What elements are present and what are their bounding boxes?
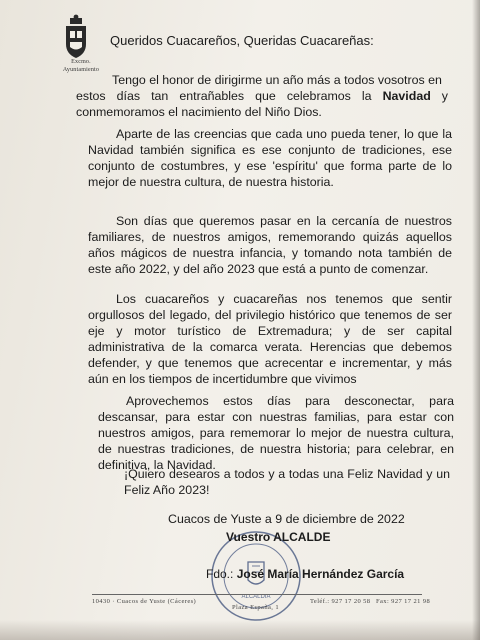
paragraph-1-first-line: Tengo el honor de dirigirme un año más a todos vosotros en	[112, 73, 442, 87]
paragraph-3: Son días que queremos pasar en la cercanía de nuestros familiares, de nuestros amigos, rememorando quizás aquellos años mágicos de nuestra infancia, y tomando nota también de este año 2022, y del año 2023 que está a punto de comenzar.	[88, 214, 452, 276]
page-bottom-shade	[0, 620, 480, 640]
closing-signature: Vuestro ALCALDE	[226, 530, 331, 544]
paragraph-1-continuation	[76, 88, 448, 120]
seal-text: ALCALDIA	[241, 594, 271, 600]
paragraph-1-bold: Navidad	[382, 89, 431, 103]
paragraph-6: ¡Quiero desearos a todos y a todas una Feliz Navidad y un Feliz Año 2023!	[124, 467, 450, 497]
paragraph-5: Aprovechemos estos días para desconectar, para descansar, para estar con nuestras familias, para estar con nuestros amigos, para rememorar lo mejor de nuestra cultura, de nuestras tradiciones, de nuestra historia; para celebrar, en definitiva, la Navidad.	[98, 394, 454, 472]
letter-greeting: Queridos Cuacareños, Queridas Cuacareñas:	[110, 33, 374, 48]
paragraph-1-text-a: estos días tan entrañables que celebramos la	[76, 89, 383, 103]
crest-caption	[54, 58, 108, 74]
footer-address: 10430 · Cuacos de Yuste (Cáceres)	[92, 598, 197, 605]
page-edge-shadow	[472, 0, 480, 640]
coat-of-arms-icon	[60, 14, 92, 60]
paragraph-2: Aparte de las creencias que cada uno pueda tener, lo que la Navidad también significa es ese conjunto de tradiciones, ese conjunto de costumbres, y ese 'espíritu' que forma parte de lo mejor de nuestra cultura, de nuestra historia.	[88, 127, 452, 189]
signer-name: José María Hernández García	[236, 567, 405, 581]
crest-caption-line1: Excmo.	[71, 59, 91, 65]
signed-by-line	[206, 567, 404, 581]
signed-by-prefix: Fdo.:	[206, 567, 237, 581]
footer-divider	[92, 594, 422, 595]
footer-plaza: Plaza España, 1	[232, 604, 279, 611]
place-and-date: Cuacos de Yuste a 9 de diciembre de 2022	[168, 512, 405, 526]
paragraph-1-text-b: y conmemoramos el nacimiento del Niño Dios.	[76, 89, 449, 119]
footer-phone: Teléf.: 927 17 20 58	[310, 598, 371, 605]
paragraph-4: Los cuacareños y cuacareñas nos tenemos que sentir orgullosos del legado, del privilegio histórico que tenemos de ser eje y motor turístico de Extremadura; y de ser capital administrativa de la comarca verata. Herencias que debemos defender, y que tenemos que acrecentar e incrementar, y más aún en los tiempos de incertidumbre que vivimos	[88, 292, 452, 386]
crest-caption-line2: Ayuntamiento	[62, 67, 100, 73]
footer-fax: Fax: 927 17 21 98	[376, 598, 431, 605]
